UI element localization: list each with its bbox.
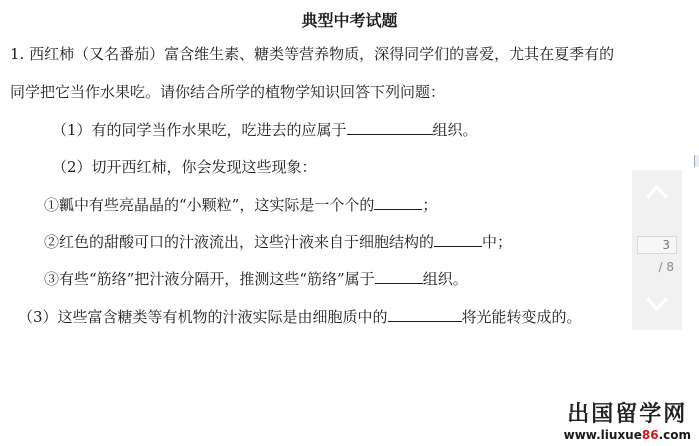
previous-page-button[interactable]	[632, 170, 682, 218]
question-1-part-3	[18, 307, 582, 327]
answer-blank	[374, 195, 422, 210]
url-part: www.liuxue	[563, 428, 642, 442]
sub-3-text: ③有些“筋络”把汁液分隔开，推测这些“筋络”属于	[44, 270, 375, 288]
sub-3-suffix: 组织。	[422, 270, 468, 288]
next-page-button[interactable]	[632, 282, 682, 330]
answer-blank	[388, 307, 462, 322]
question-1-part-1	[52, 120, 478, 140]
watermark-url	[564, 428, 691, 442]
url-suffix: .com	[658, 428, 691, 442]
url-accent: 86	[641, 428, 659, 442]
question-1-line-1: 1. 西红柿（又名番茄）富含维生素、糖类等营养物质，深得同学们的喜爱，尤其在夏季有的	[10, 45, 615, 63]
watermark-logo	[564, 397, 691, 442]
sub-1-suffix: ；	[422, 196, 438, 214]
sub-2-suffix: 中；	[482, 233, 513, 251]
part-1-text: （1）有的同学当作水果吃，吃进去的应属于	[52, 121, 347, 139]
question-1-line-2: 同学把它当作水果吃。请你结合所学的植物学知识回答下列问题：	[10, 83, 446, 101]
chevron-up-icon	[645, 184, 669, 200]
scroll-marker[interactable]	[694, 155, 699, 167]
question-1-part-2: （2）切开西红柿，你会发现这些现象：	[52, 158, 317, 176]
question-1-sub-3	[44, 269, 468, 289]
answer-blank	[434, 232, 482, 247]
sub-1-text: ①瓤中有些亮晶晶的“小颗粒”，这实际是一个个的	[44, 196, 375, 214]
page-navigator	[632, 170, 682, 330]
question-1-sub-1	[44, 195, 437, 215]
answer-blank	[347, 120, 433, 135]
page-number-input[interactable]	[637, 236, 677, 254]
page-title: 典型中考试题	[301, 11, 398, 30]
chevron-down-icon	[645, 296, 669, 312]
answer-blank	[375, 269, 423, 284]
question-1-sub-2	[44, 232, 512, 252]
watermark-name: 出国留学网	[567, 402, 688, 427]
part-3-suffix: 将光能转变成的。	[461, 308, 582, 326]
part-1-suffix: 组织。	[432, 121, 478, 139]
part-3-text: （3）这些富含糖类等有机物的汁液实际是由细胞质中的	[18, 308, 388, 326]
page-total: / 8	[658, 260, 674, 274]
sub-2-text: ②红色的甜酸可口的汁液流出，这些汁液来自于细胞结构的	[44, 233, 435, 251]
